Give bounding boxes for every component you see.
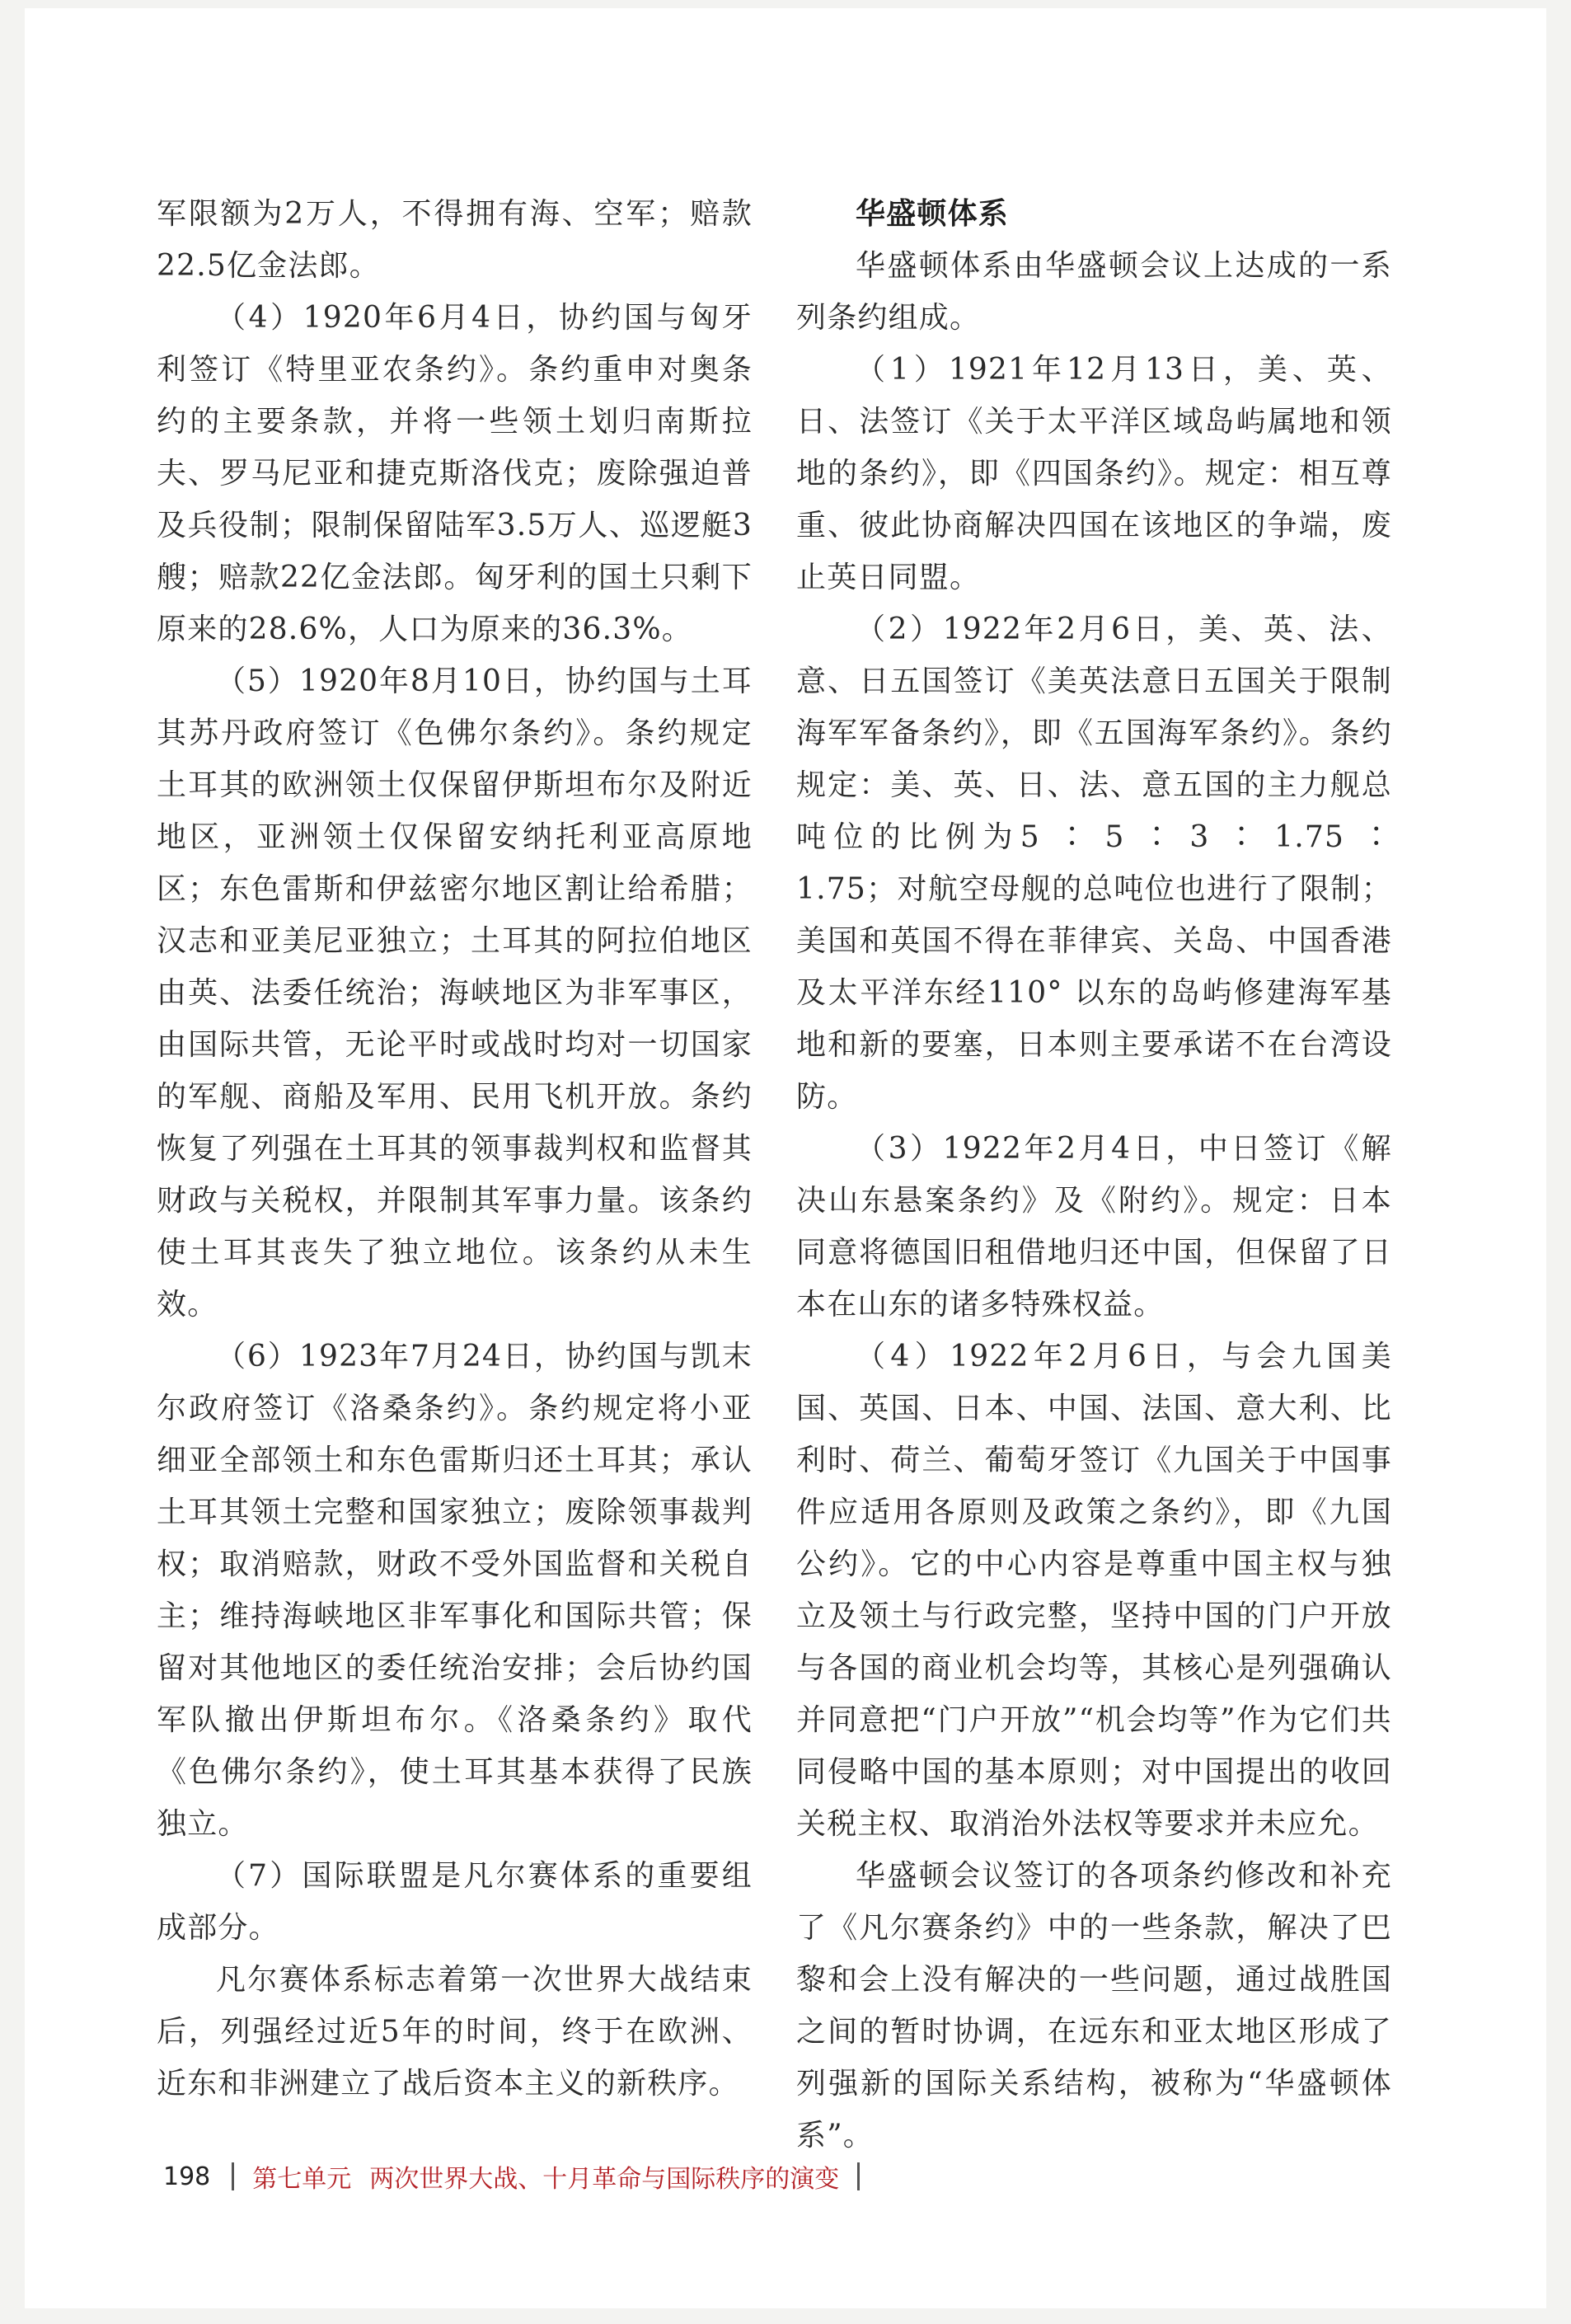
paragraph: （2）1922年2月6日，美、英、法、意、日五国签订《美英法意日五国关于限制海军军备条约》，即《五国海军条约》。条约规定：美、英、日、法、意五国的主力舰总吨位的比例为5 ∶ 5 ∶ 3 ∶ 1.75 ∶ 1.75；对航空母舰的总吨位也进行了限制；美国和英国不得在菲律宾、关岛、中国香港及太平洋东经110° 以东的岛屿修建海军基地和新的要塞，日本则主要承诺不在台湾设防。 xyxy=(796,613,1392,1114)
paragraph: （7）国际联盟是凡尔赛体系的重要组成部分。 xyxy=(157,1859,753,1945)
left-column xyxy=(157,188,753,2110)
divider xyxy=(232,2162,234,2190)
paragraph: 华盛顿体系由华盛顿会议上达成的一系列条约组成。 xyxy=(796,249,1392,335)
page-footer xyxy=(163,2156,860,2197)
paragraph: （6）1923年7月24日，协约国与凯末尔政府签订《洛桑条约》。条约规定将小亚细亚全部领土和东色雷斯归还土耳其；承认土耳其领土完整和国家独立；废除领事裁判权；取消赔款，财政不受外国监督和关税自主；维持海峡地区非军事化和国际共管；保留对其他地区的委任统治安排；会后协约国军队撤出伊斯坦布尔。《洛桑条约》取代《色佛尔条约》，使土耳其基本获得了民族独立。 xyxy=(157,1340,753,1841)
paragraph: 华盛顿会议签订的各项条约修改和补充了《凡尔赛条约》中的一些条款，解决了巴黎和会上没有解决的一些问题，通过战胜国之间的暂时协调，在远东和亚太地区形成了列强新的国际关系结构，被称为“华盛顿体系”。 xyxy=(796,1859,1392,2153)
paragraph: （5）1920年8月10日，协约国与土耳其苏丹政府签订《色佛尔条约》。条约规定土耳其的欧洲领土仅保留伊斯坦布尔及附近地区，亚洲领土仅保留安纳托利亚高原地区；东色雷斯和伊兹密尔地区割让给希腊；汉志和亚美尼亚独立；土耳其的阿拉伯地区由英、法委任统治；海峡地区为非军事区，由国际共管，无论平时或战时均对一切国家的军舰、商船及军用、民用飞机开放。条约恢复了列强在土耳其的领事裁判权和监督其财政与关税权，并限制其军事力量。该条约使土耳其丧失了独立地位。该条约从未生效。 xyxy=(157,664,753,1322)
paragraph: （4）1922年2月6日，与会九国美国、英国、日本、中国、法国、意大利、比利时、荷兰、葡萄牙签订《九国关于中国事件应适用各原则及政策之条约》，即《九国公约》。它的中心内容是尊重中国主权与独立及领土与行政完整，坚持中国的门户开放与各国的商业机会均等，其核心是列强确认并同意把“门户开放”“机会均等”作为它们共同侵略中国的基本原则；对中国提出的收回关税主权、取消治外法权等要求并未应允。 xyxy=(796,1340,1392,1841)
section-heading: 华盛顿体系 xyxy=(856,197,1010,231)
page-number: 198 xyxy=(163,2162,211,2191)
divider xyxy=(857,2162,860,2190)
paragraph: （4）1920年6月4日，协约国与匈牙利签订《特里亚农条约》。条约重申对奥条约的主要条款，并将一些领土划归南斯拉夫、罗马尼亚和捷克斯洛伐克；废除强迫普及兵役制；限制保留陆军3.5万人、巡逻艇3艘；赔款22亿金法郎。匈牙利的国土只剩下原来的28.6%，人口为原来的36.3%。 xyxy=(157,301,753,646)
right-column xyxy=(796,188,1392,2162)
paragraph: （1）1921年12月13日，美、英、日、法签订《关于太平洋区域岛屿属地和领地的条约》，即《四国条约》。规定：相互尊重、彼此协商解决四国在该地区的争端，废止英日同盟。 xyxy=(796,353,1392,594)
paragraph: 凡尔赛体系标志着第一次世界大战结束后，列强经过近5年的时间，终于在欧洲、近东和非洲建立了战后资本主义的新秩序。 xyxy=(157,1963,753,2101)
paragraph: （3）1922年2月4日，中日签订《解决山东悬案条约》及《附约》。规定：日本同意将德国旧租借地归还中国，但保留了日本在山东的诸多特殊权益。 xyxy=(796,1132,1392,1322)
unit-label: 第七单元 xyxy=(252,2165,352,2194)
paragraph: 军限额为2万人，不得拥有海、空军；赔款22.5亿金法郎。 xyxy=(157,197,753,283)
unit-title: 两次世界大战、十月革命与国际秩序的演变 xyxy=(369,2165,840,2194)
